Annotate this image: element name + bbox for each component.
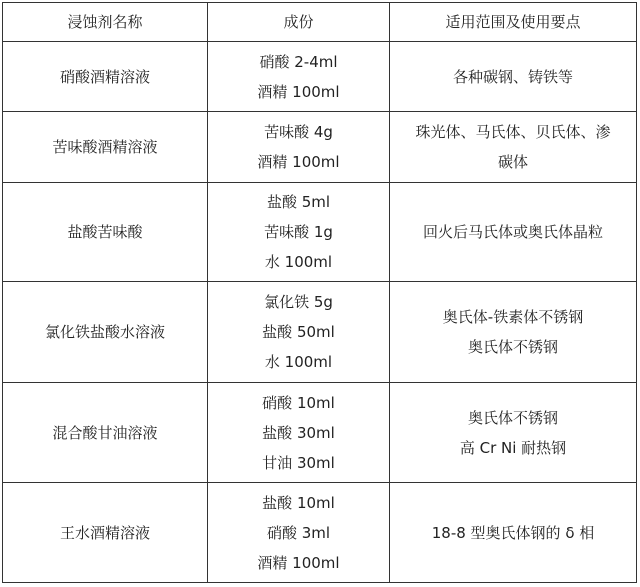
- header-composition: 成份: [208, 3, 390, 42]
- composition-line: 盐酸 50ml: [262, 323, 335, 342]
- composition-line: 酒精 100ml: [257, 82, 340, 101]
- usage-line: 各种碳钢、铸铁等: [452, 67, 573, 86]
- etchant-table: [2, 2, 637, 583]
- composition-line: 硝酸 10ml: [262, 393, 335, 412]
- composition-line: 甘油 30ml: [262, 453, 335, 472]
- table-row: [3, 282, 637, 383]
- composition-cell: [208, 112, 390, 182]
- composition-line: 盐酸 10ml: [262, 493, 335, 512]
- composition-line: 硝酸 2-4ml: [259, 52, 338, 71]
- usage-line: 珠光体、马氏体、贝氏体、渗: [415, 123, 611, 142]
- composition-line: 硝酸 3ml: [266, 523, 331, 542]
- composition-line: 水 100ml: [264, 253, 333, 272]
- etchant-name-cell: 氯化铁盐酸水溶液: [3, 282, 208, 383]
- usage-cell: [390, 282, 637, 383]
- table-row: [3, 112, 637, 182]
- table-row: [3, 483, 637, 583]
- composition-line: 苦味酸 1g: [264, 223, 333, 242]
- composition-line: 盐酸 30ml: [262, 423, 335, 442]
- composition-cell: [208, 382, 390, 483]
- usage-line: 奥氏体-铁素体不锈钢: [442, 308, 584, 327]
- composition-line: 氯化铁 5g: [264, 293, 333, 312]
- header-row: [3, 3, 637, 42]
- composition-cell: [208, 483, 390, 583]
- composition-line: 水 100ml: [264, 353, 333, 372]
- table-row: [3, 42, 637, 112]
- composition-line: 苦味酸 4g: [264, 123, 333, 142]
- usage-cell: [390, 483, 637, 583]
- etchant-name-cell: 王水酒精溶液: [3, 483, 208, 583]
- etchant-name-cell: 盐酸苦味酸: [3, 182, 208, 282]
- composition-line: 酒精 100ml: [257, 153, 340, 172]
- usage-cell: [390, 42, 637, 112]
- table-row: [3, 182, 637, 282]
- composition-cell: [208, 282, 390, 383]
- composition-line: 酒精 100ml: [257, 553, 340, 572]
- usage-cell: [390, 382, 637, 483]
- composition-cell: [208, 42, 390, 112]
- composition-cell: [208, 182, 390, 282]
- header-etchant-name: 浸蚀剂名称: [3, 3, 208, 42]
- usage-line: 18-8 型奥氏体钢的 δ 相: [431, 523, 595, 542]
- usage-line: 回火后马氏体或奥氏体晶粒: [422, 223, 603, 242]
- usage-cell: [390, 182, 637, 282]
- etchant-name-cell: 混合酸甘油溶液: [3, 382, 208, 483]
- usage-line: 奥氏体不锈钢: [467, 338, 558, 357]
- composition-line: 盐酸 5ml: [266, 193, 331, 212]
- table-row: [3, 382, 637, 483]
- usage-line: 奥氏体不锈钢: [467, 408, 558, 427]
- etchant-name-cell: 苦味酸酒精溶液: [3, 112, 208, 182]
- usage-line: 碳体: [497, 153, 528, 172]
- usage-cell: [390, 112, 637, 182]
- header-usage: 适用范围及使用要点: [390, 3, 637, 42]
- etchant-name-cell: 硝酸酒精溶液: [3, 42, 208, 112]
- usage-line: 高 Cr Ni 耐热钢: [459, 438, 567, 457]
